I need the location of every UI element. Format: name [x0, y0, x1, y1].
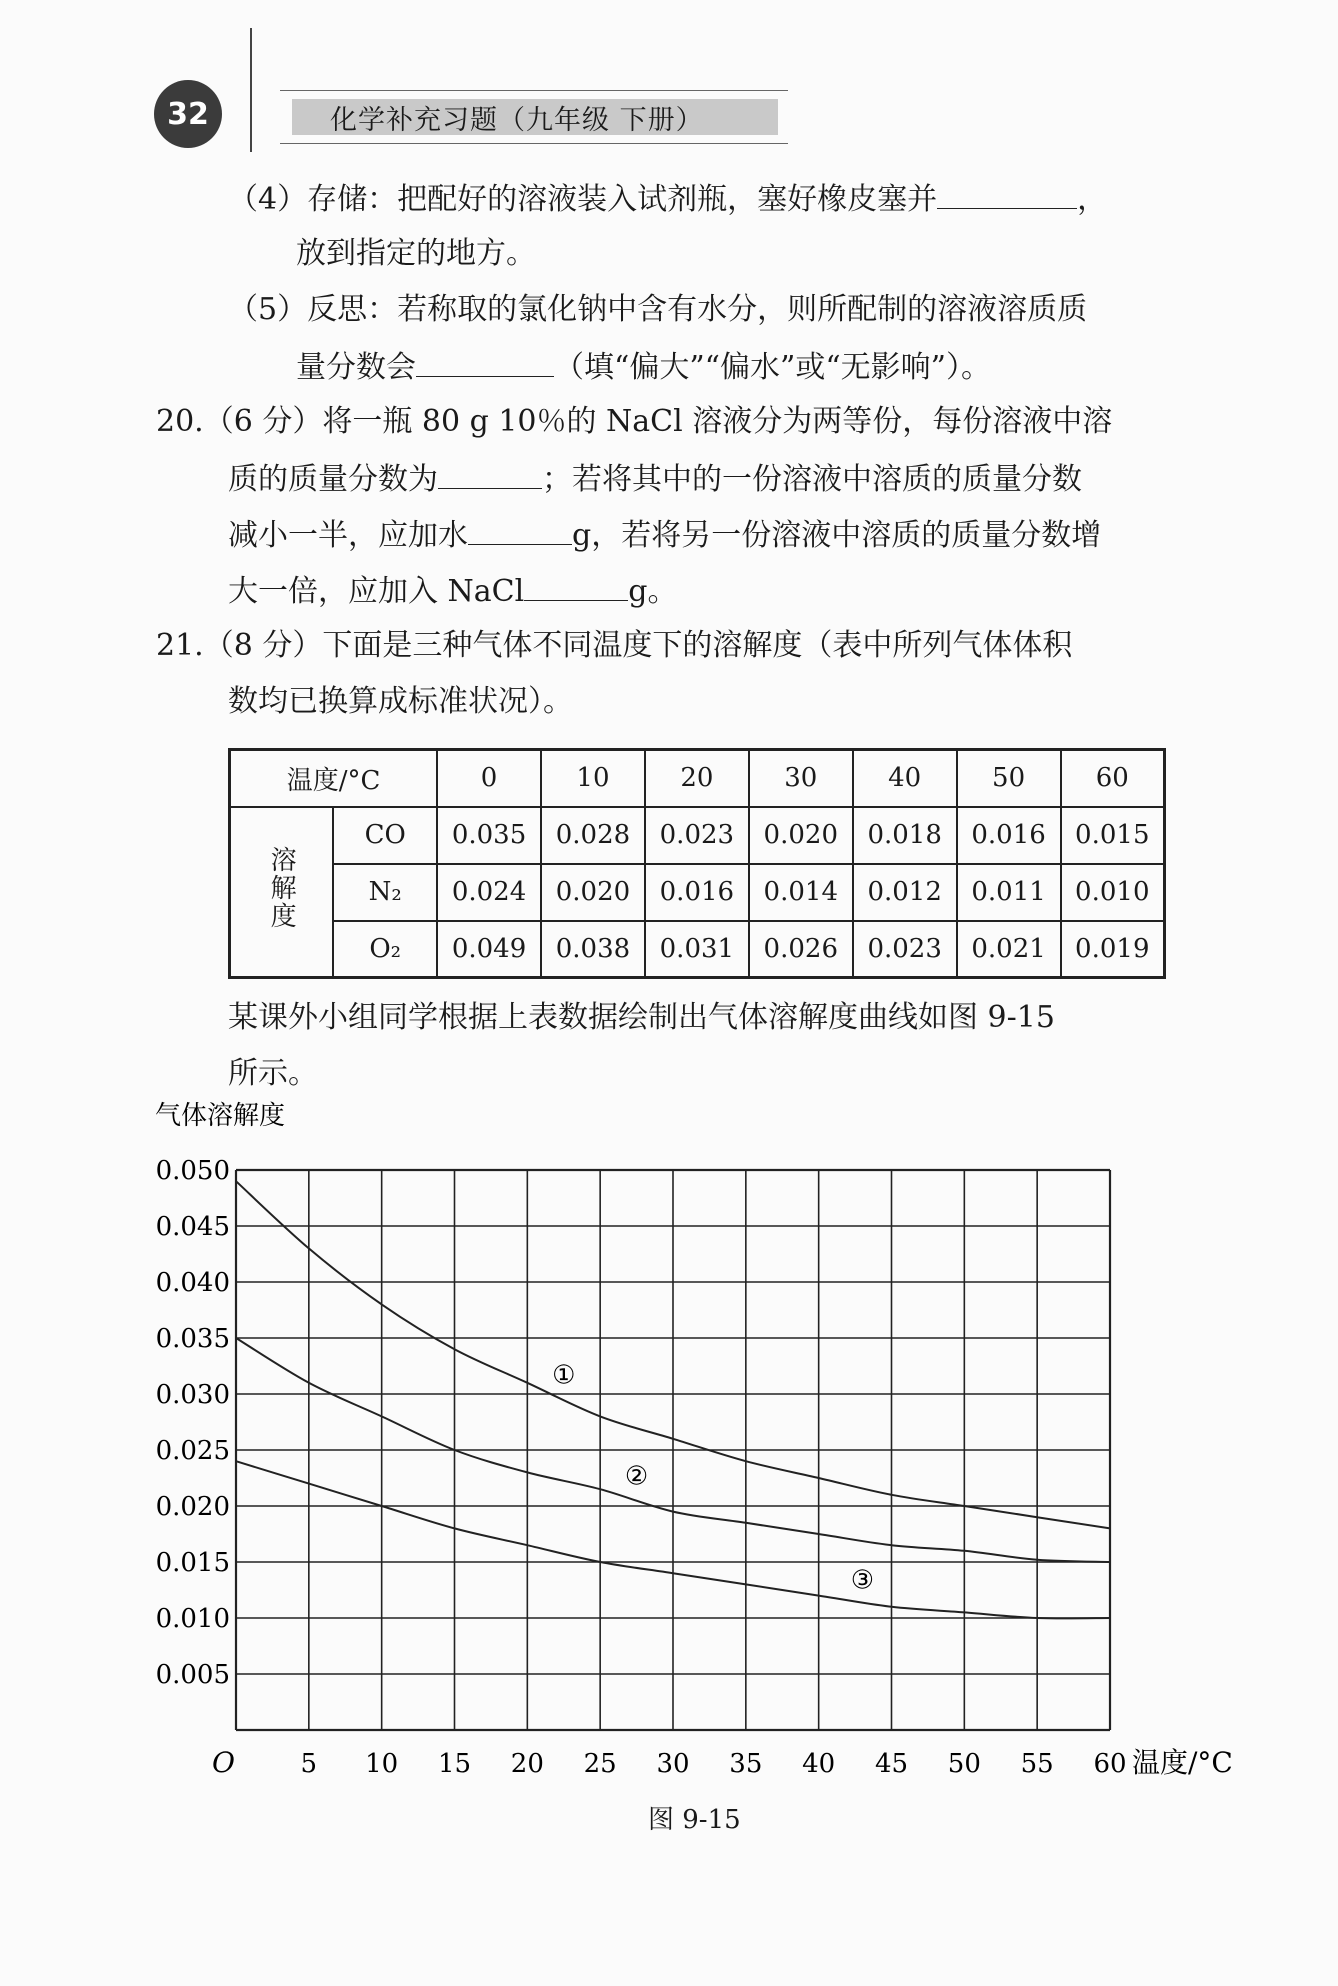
answer-blank[interactable]	[438, 458, 542, 489]
table-cell: 0.018	[853, 807, 957, 864]
q19-5-line2	[296, 346, 991, 388]
q20-text: g，若将另一份溶液中溶质的质量分数增	[572, 518, 1102, 553]
page-number: 32	[154, 80, 222, 148]
q21-line2: 数均已换算成标准状况）。	[228, 684, 573, 719]
x-tick-label: 5	[300, 1749, 318, 1779]
x-tick-label: 45	[874, 1749, 909, 1779]
q20-text: 大一倍，应加入 NaCl	[228, 574, 525, 609]
table-header-cell: 50	[957, 750, 1061, 807]
answer-blank[interactable]	[524, 570, 628, 601]
table-cell: 0.023	[645, 807, 749, 864]
table-header-cell: 0	[437, 750, 541, 807]
table-cell: 0.020	[541, 864, 645, 921]
gas-name: CO	[333, 807, 437, 864]
table-cell: 0.024	[437, 864, 541, 921]
table-side-label: 溶解度	[230, 807, 334, 978]
table-header-label: 温度/°C	[230, 750, 438, 807]
table-cell: 0.049	[437, 921, 541, 978]
x-tick-label: 35	[729, 1749, 763, 1779]
answer-blank[interactable]	[416, 346, 554, 377]
book-title: 化学补充习题（九年级 下册）	[292, 99, 778, 135]
table-row	[230, 921, 1165, 978]
x-tick-label: 30	[656, 1749, 690, 1779]
q20-line2	[228, 458, 1082, 500]
y-tick-label: 0.035	[155, 1324, 230, 1354]
y-tick-label: 0.010	[155, 1604, 230, 1634]
curve-label: ③	[850, 1565, 875, 1596]
x-tick-label: 60	[1093, 1749, 1127, 1779]
y-tick-label: 0.025	[155, 1436, 230, 1466]
header-divider	[250, 28, 252, 152]
table-cell: 0.012	[853, 864, 957, 921]
table-row	[230, 807, 1165, 864]
table-cell: 0.031	[645, 921, 749, 978]
y-tick-label: 0.040	[155, 1268, 230, 1298]
table-header-cell: 10	[541, 750, 645, 807]
q19-4-punct: ，	[1077, 182, 1108, 217]
after-table-line2: 所示。	[228, 1056, 318, 1091]
table-cell: 0.035	[437, 807, 541, 864]
solubility-chart	[0, 1100, 1338, 1800]
table-cell: 0.021	[957, 921, 1061, 978]
header-rule-bottom	[280, 143, 788, 144]
x-tick-label: 10	[365, 1749, 399, 1779]
header-rule-top	[280, 90, 788, 91]
q20-text: g。	[628, 574, 678, 609]
after-table-line1: 某课外小组同学根据上表数据绘制出气体溶解度曲线如图 9-15	[228, 1000, 1055, 1035]
q19-5-line1: （5）反思：若称取的氯化钠中含有水分，则所配制的溶液溶质质	[228, 292, 1088, 327]
q20-text: 质的质量分数为	[228, 462, 438, 497]
answer-blank[interactable]	[937, 178, 1077, 209]
table-header-cell: 60	[1061, 750, 1165, 807]
y-tick-label: 0.005	[155, 1660, 230, 1690]
table-cell: 0.023	[853, 921, 957, 978]
y-tick-label: 0.030	[155, 1380, 230, 1410]
q19-5-text: 量分数会	[296, 350, 416, 385]
q19-5-options: （填“偏大”“偏水”或“无影响”）。	[554, 350, 992, 385]
x-axis-label: 温度/°C	[1132, 1746, 1233, 1779]
figure-caption: 图 9-15	[648, 1805, 741, 1835]
y-axis-label: 气体溶解度	[155, 1101, 286, 1131]
table-row	[230, 864, 1165, 921]
q20-line4	[228, 570, 677, 612]
q20-line1: 20.（6 分）将一瓶 80 g 10％的 NaCl 溶液分为两等份，每份溶液中溶	[156, 404, 1113, 439]
x-tick-label: 50	[947, 1749, 981, 1779]
chart-grid	[236, 1170, 1110, 1730]
q20-text: ；若将其中的一份溶液中溶质的质量分数	[542, 462, 1082, 497]
table-cell: 0.020	[749, 807, 853, 864]
table-cell: 0.015	[1061, 807, 1165, 864]
table-header-cell: 30	[749, 750, 853, 807]
origin-label: O	[212, 1746, 235, 1779]
y-tick-label: 0.015	[155, 1548, 230, 1578]
q20-text: 减小一半，应加水	[228, 518, 468, 553]
curve-label: ②	[624, 1461, 649, 1492]
gas-name: O₂	[333, 921, 437, 978]
q21-line1: 21.（8 分）下面是三种气体不同温度下的溶解度（表中所列气体体积	[156, 628, 1073, 663]
y-tick-label: 0.050	[155, 1156, 230, 1186]
table-cell: 0.016	[957, 807, 1061, 864]
table-cell: 0.010	[1061, 864, 1165, 921]
y-tick-labels	[156, 1156, 230, 1690]
table-cell: 0.038	[541, 921, 645, 978]
table-cell: 0.026	[749, 921, 853, 978]
table-cell: 0.028	[541, 807, 645, 864]
gas-name: N₂	[333, 864, 437, 921]
table-header-cell: 40	[853, 750, 957, 807]
table-cell: 0.014	[749, 864, 853, 921]
x-tick-label: 40	[802, 1749, 836, 1779]
q19-4-line2: 放到指定的地方。	[296, 236, 536, 271]
q19-4-text: （4）存储：把配好的溶液装入试剂瓶，塞好橡皮塞并	[228, 182, 938, 217]
x-tick-label: 25	[583, 1749, 617, 1779]
solubility-table	[228, 748, 1166, 979]
answer-blank[interactable]	[468, 514, 572, 545]
table-cell: 0.019	[1061, 921, 1165, 978]
q19-4-line1	[228, 178, 1107, 220]
y-tick-label: 0.045	[155, 1212, 230, 1242]
x-tick-label: 20	[510, 1749, 544, 1779]
y-tick-label: 0.020	[155, 1492, 230, 1522]
x-tick-label: 15	[437, 1749, 472, 1779]
table-cell: 0.016	[645, 864, 749, 921]
q20-line3	[228, 514, 1101, 556]
curve-label: ①	[552, 1360, 576, 1391]
table-header-cell: 20	[645, 750, 749, 807]
x-tick-labels	[301, 1749, 1127, 1779]
table-cell: 0.011	[957, 864, 1061, 921]
x-tick-label: 55	[1020, 1749, 1054, 1779]
